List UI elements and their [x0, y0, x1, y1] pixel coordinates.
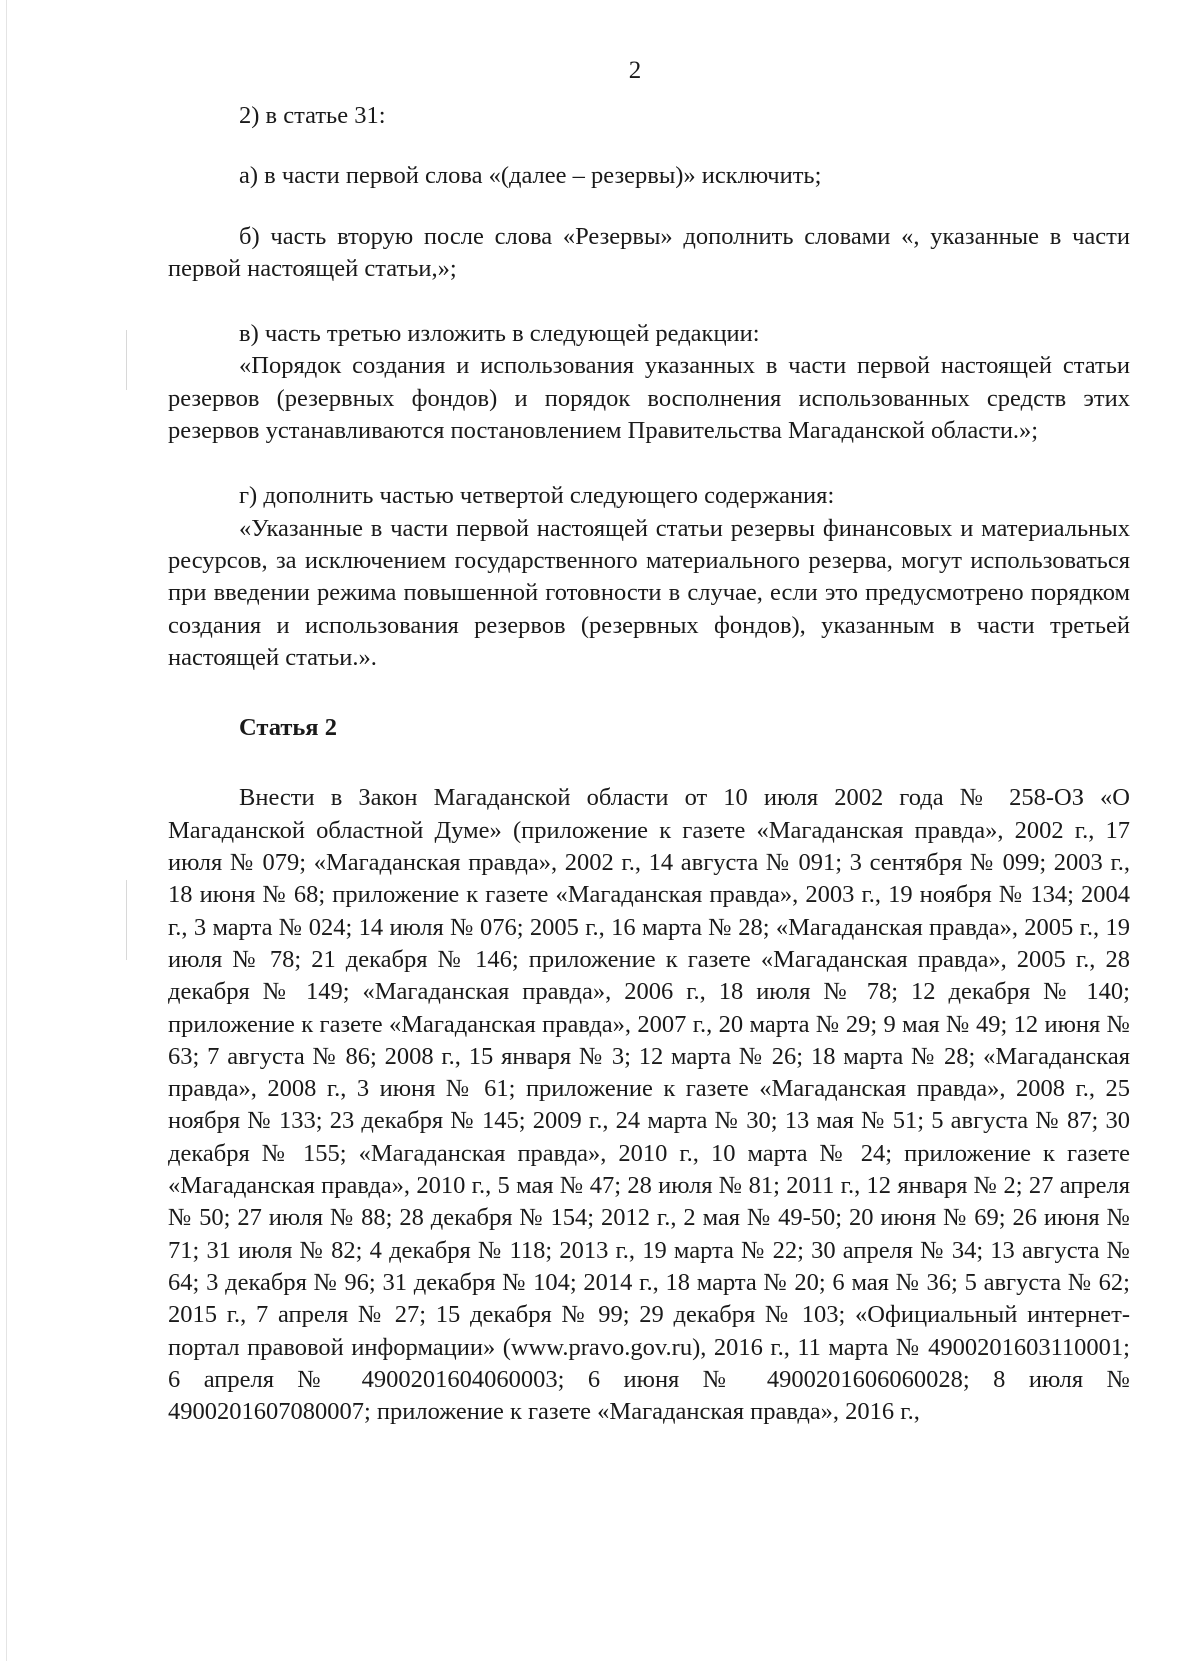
document-body — [168, 100, 1130, 1428]
paragraph-item-2: 2) в статье 31: — [239, 102, 386, 129]
paragraph-subitem-v: в) часть третью изложить в следующей редакции: — [239, 320, 760, 348]
page-number: 2 — [628, 57, 642, 84]
article-text: Внести в Закон Магаданской области от 10 июля 2002 года № 258-ОЗ «О Магаданской областной Думе» (приложение к газете «Магаданская правда», 2002 г., 17 июля № 079; «Магаданская правда», 2002 г., 14 августа № 091; 3 сентября № 099; 2003 г., 18 июня № 68; приложение к газете «Магаданская правда», 2003 г., 19 ноября № 134; 2004 г., 3 марта № 024; 14 июля № 076; 2005 г., 16 марта № 28; «Магаданская правда», 2005 г., 19 июля № 78; 21 декабря № 146; приложение к газете «Магаданская правда», 2005 г., 28 декабря № 149; «Магаданская правда», 2006 г., 18 июля № 78; 12 декабря № 140; приложение к газете «Магаданская правда», 2007 г., 20 марта № 29; 9 мая № 49; 12 июня № 63; 7 августа № 86; 2008 г., 15 января № 3; 12 марта № 26; 18 марта № 28; «Магаданская правда», 2008 г., 3 июня № 61; приложение к газете «Магаданская правда», 2008 г., 25 ноября № 133; 23 декабря № 145; 2009 г., 24 марта № 30; 13 мая № 51; 5 августа № 87; 30 декабря № 155; «Магаданская правда», 2010 г., 10 марта № 24; приложение к газете «Магаданская правда», 2010 г., 5 мая № 47; 28 июля № 81; 2011 г., 12 января № 2; 27 апреля № 50; 27 июля № 88; 28 декабря № 154; 2012 г., 2 мая № 49-50; 20 июня № 69; 26 июня № 71; 31 июля № 82; 4 декабря № 118; 2013 г., 19 марта № 22; 30 апреля № 34; 13 августа № 64; 3 декабря № 96; 31 декабря № 104; 2014 г., 18 марта № 20; 6 мая № 36; 5 августа № 62; 2015 г., 7 апреля № 27; 15 декабря № 99; 29 декабря № 103; «Официальный интернет-портал правовой информации» (www.pravo.gov.ru), 2016 г., 11 марта № 4900201603110001; 6 апреля № 4900201604060003; 6 июня № 4900201606060028; 8 июля № 4900201607080007; приложение к газете «Магаданская правда», 2016 г., — [168, 784, 1130, 1426]
paragraph-subitem-g: г) дополнить частью четвертой следующего содержания: — [239, 482, 835, 510]
scan-artifact — [126, 330, 127, 390]
scan-edge-line — [6, 0, 7, 1661]
article-heading: Статья 2 — [239, 714, 337, 742]
paragraph-quote-part3: «Порядок создания и использования указанных в части первой настоящей статьи резервов (резервных фондов) и порядок восполнения использованных средств этих резервов устанавливаются постановлением Правительства Магаданской области.»; — [168, 352, 1130, 445]
scan-artifact — [126, 880, 127, 960]
paragraph-quote-part4: «Указанные в части первой настоящей статьи резервы финансовых и материальных ресурсов, за исключением государственного материального резерва, могут использоваться при введении режима повышенной готовности в случае, если это предусмотрено порядком создания и использования резервов (резервных фондов), указанным в части третьей настоящей статьи.». — [168, 514, 1130, 671]
paragraph-subitem-a: а) в части первой слова «(далее – резервы)» исключить; — [239, 162, 822, 190]
paragraph-subitem-b: б) часть вторую после слова «Резервы» дополнить словами «, указанные в части первой настоящей статьи,»; — [168, 222, 1130, 282]
